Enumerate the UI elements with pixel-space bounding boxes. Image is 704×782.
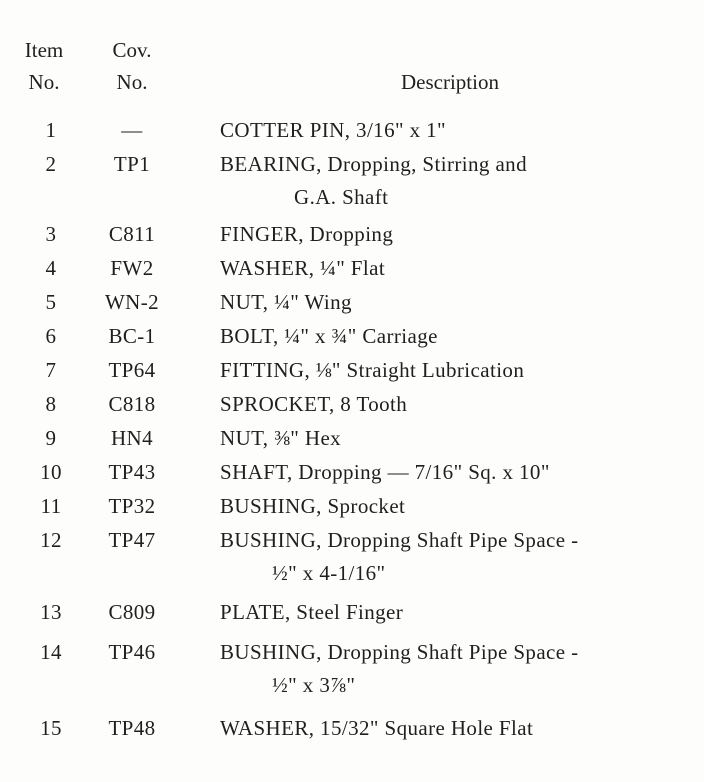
item-number: 3 — [45, 222, 57, 246]
item-number: 1 — [45, 118, 57, 142]
cov-number: C809 — [108, 600, 156, 624]
part-description: BUSHING, Sprocket — [220, 494, 406, 518]
cov-number: WN-2 — [104, 290, 160, 314]
item-number: 9 — [45, 426, 57, 450]
part-description: WASHER, 15/32" Square Hole Flat — [220, 716, 534, 740]
table-row — [0, 489, 704, 523]
part-description: COTTER PIN, 3/16" x 1" — [220, 118, 447, 142]
parts-table — [0, 113, 704, 745]
cov-number: TP48 — [108, 716, 156, 740]
header-item-no: Item No. — [24, 38, 64, 94]
part-description: WASHER, ¼" Flat — [220, 256, 386, 280]
part-description: SPROCKET, 8 Tooth — [220, 392, 408, 416]
item-number: 14 — [40, 640, 62, 664]
part-description: NUT, ⅜" Hex — [220, 426, 342, 450]
part-description: FITTING, ⅛" Straight Lubrication — [220, 358, 525, 382]
part-description: FINGER, Dropping — [220, 222, 394, 246]
table-row — [0, 113, 704, 147]
table-row — [0, 387, 704, 421]
item-number: 6 — [45, 324, 57, 348]
item-number: 7 — [45, 358, 57, 382]
cov-number: FW2 — [110, 256, 154, 280]
table-row — [0, 251, 704, 285]
part-description: NUT, ¼" Wing — [220, 290, 352, 314]
table-row — [0, 421, 704, 455]
header-cov-no: Cov. No. — [112, 38, 152, 94]
table-row — [0, 319, 704, 353]
table-row — [0, 455, 704, 489]
table-row — [0, 147, 704, 217]
part-description: PLATE, Steel Finger — [220, 600, 404, 624]
item-number: 10 — [40, 460, 62, 484]
table-row — [0, 523, 704, 593]
part-description: BOLT, ¼" x ¾" Carriage — [220, 324, 438, 348]
cov-number: TP47 — [108, 528, 156, 552]
part-description: BEARING, Dropping, Stirring and — [220, 152, 527, 176]
item-number: 12 — [40, 528, 62, 552]
part-description: SHAFT, Dropping — 7/16" Sq. x 10" — [220, 460, 550, 484]
table-row — [0, 285, 704, 319]
part-description: BUSHING, Dropping Shaft Pipe Space - — [220, 528, 579, 552]
table-row — [0, 633, 704, 709]
table-row — [0, 593, 704, 633]
table-row — [0, 711, 704, 745]
item-number: 11 — [40, 494, 62, 518]
part-description: BUSHING, Dropping Shaft Pipe Space - — [220, 640, 579, 664]
cov-number: TP32 — [108, 494, 156, 518]
cov-number: TP46 — [108, 640, 156, 664]
item-number: 4 — [45, 256, 57, 280]
item-number: 8 — [45, 392, 57, 416]
cov-number: HN4 — [110, 426, 154, 450]
header-description: Description — [401, 70, 499, 94]
part-description-continued: G.A. Shaft — [294, 185, 389, 209]
item-number: 15 — [40, 716, 62, 740]
item-number: 2 — [45, 152, 57, 176]
cov-number: BC-1 — [108, 324, 156, 348]
cov-number: C811 — [108, 222, 156, 246]
cov-number: TP64 — [108, 358, 156, 382]
item-number: 5 — [45, 290, 57, 314]
part-description-continued: ½" x 3⅞" — [272, 673, 356, 697]
table-row — [0, 217, 704, 251]
cov-number: TP43 — [108, 460, 156, 484]
table-row — [0, 353, 704, 387]
cov-number: C818 — [108, 392, 156, 416]
cov-number: TP1 — [113, 152, 151, 176]
part-description-continued: ½" x 4-1/16" — [272, 561, 386, 585]
item-number: 13 — [40, 600, 62, 624]
cov-number: — — [121, 118, 143, 142]
